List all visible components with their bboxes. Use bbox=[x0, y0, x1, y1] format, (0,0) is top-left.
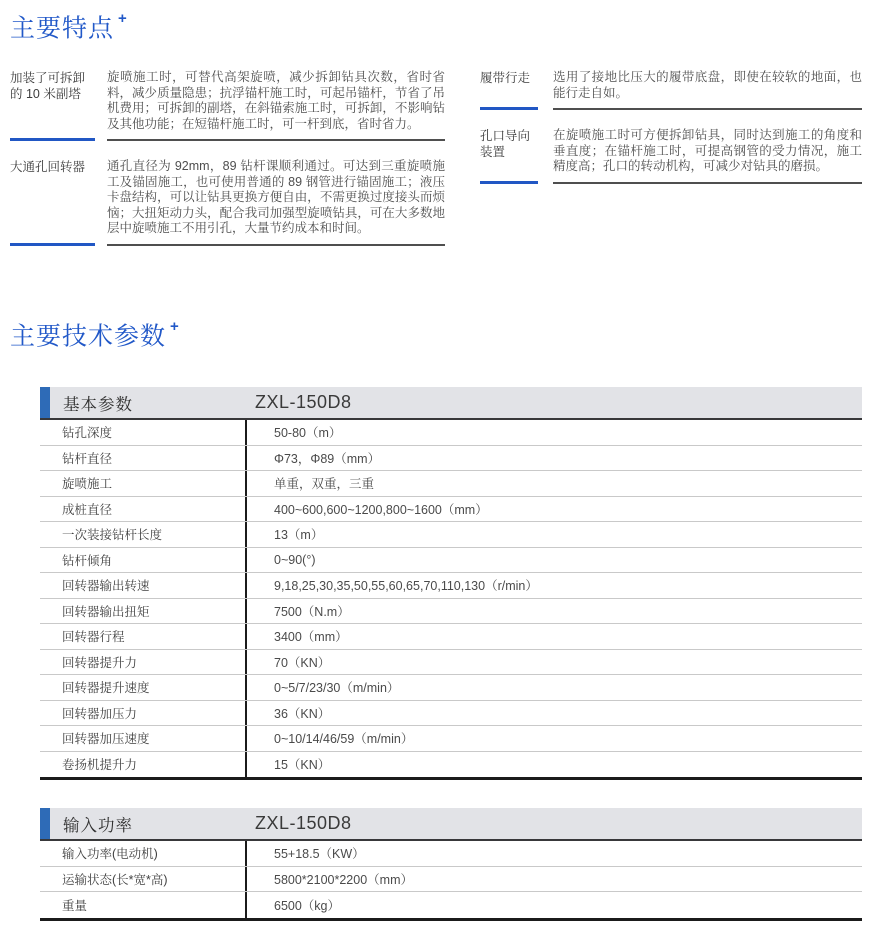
spec-row-value: 15（KN） bbox=[245, 752, 862, 778]
feature-term: 加装了可拆卸的 10 米副塔 bbox=[10, 70, 95, 141]
specs-section bbox=[10, 314, 862, 921]
spec-row-value: 9,18,25,30,35,50,55,60,65,70,110,130（r/min） bbox=[245, 573, 862, 598]
feature-desc: 旋喷施工时，可替代高架旋喷，减少拆卸钻具次数，省时省料，减少质量隐患；抗浮锚杆施工时，可起吊锚杆，节省了吊机费用；可拆卸的副塔，在斜锚索施工时，可拆卸，不影响钻及其他功能；在短锚杆施工时，可一杆到底，省时省力。 bbox=[107, 70, 445, 141]
spec-row-label: 回转器输出扭矩 bbox=[62, 604, 150, 619]
spec-row bbox=[40, 573, 862, 599]
spec-row-value: 13（m） bbox=[245, 522, 862, 547]
spec-row-value: 70（KN） bbox=[245, 650, 862, 675]
spec-row-value: 单重，双重，三重 bbox=[245, 471, 862, 496]
features-section bbox=[10, 6, 862, 264]
spec-row bbox=[40, 548, 862, 574]
spec-table-model: ZXL-150D8 bbox=[255, 392, 352, 413]
spec-row bbox=[40, 675, 862, 701]
spec-table-body bbox=[40, 420, 862, 780]
spec-row-label: 旋喷施工 bbox=[62, 477, 113, 492]
feature-term: 孔口导向装置 bbox=[480, 128, 538, 184]
spec-row-label: 成桩直径 bbox=[62, 502, 113, 517]
spec-row-value: 55+18.5（KW） bbox=[245, 841, 862, 866]
feature-term: 履带行走 bbox=[480, 70, 538, 110]
features-column-right bbox=[480, 70, 862, 264]
spec-table-model: ZXL-150D8 bbox=[255, 813, 352, 834]
features-column-left bbox=[10, 70, 445, 264]
feature-term: 大通孔回转器 bbox=[10, 159, 95, 246]
spec-row-label: 回转器加压速度 bbox=[62, 732, 150, 747]
spec-row-value: 7500（N.m） bbox=[245, 599, 862, 624]
feature-item bbox=[480, 128, 862, 184]
spec-row-label: 回转器提升力 bbox=[62, 655, 138, 670]
features-title bbox=[10, 6, 862, 45]
spec-row-value: Φ73，Φ89（mm） bbox=[245, 446, 862, 471]
spec-table-header bbox=[40, 808, 862, 841]
spec-row bbox=[40, 892, 862, 918]
spec-table bbox=[40, 387, 862, 780]
feature-item bbox=[10, 159, 445, 246]
spec-row-label: 运输状态(长*宽*高) bbox=[62, 872, 168, 887]
feature-item bbox=[10, 70, 445, 141]
specs-title bbox=[10, 314, 862, 353]
spec-row bbox=[40, 624, 862, 650]
spec-row-label: 卷扬机提升力 bbox=[62, 758, 138, 773]
spec-row-value: 0~90(°) bbox=[245, 548, 862, 573]
spec-table-header bbox=[40, 387, 862, 420]
feature-desc: 通孔直径为 92mm，89 钻杆课顺利通过。可达到三重旋喷施工及锚固施工，也可使用普通的 89 钢管进行锚固施工；液压卡盘结构，可以让钻具更换方便自由，不需更换过度接头而烦恼；大扭矩动力头，配合我司加强型旋喷钻具，可在大多数地层中旋喷施工不用引孔，大量节约成本和时间。 bbox=[107, 159, 445, 246]
spec-table-body bbox=[40, 841, 862, 921]
spec-row-value: 0~5/7/23/30（m/min） bbox=[245, 675, 862, 700]
spec-row bbox=[40, 599, 862, 625]
spec-table-title: 基本参数 bbox=[63, 395, 133, 414]
feature-desc: 在旋喷施工时可方便拆卸钻具，同时达到施工的角度和垂直度；在锚杆施工时，可提高钢管的受力情况，施工精度高；孔口的转动机构，可减少对钻具的磨损。 bbox=[553, 128, 862, 184]
spec-row-label: 钻杆倾角 bbox=[62, 553, 113, 568]
spec-row bbox=[40, 726, 862, 752]
spec-row bbox=[40, 701, 862, 727]
spec-row bbox=[40, 752, 862, 778]
title-plus-icon: + bbox=[170, 317, 180, 335]
spec-row-value: 36（KN） bbox=[245, 701, 862, 726]
feature-item bbox=[480, 70, 862, 110]
spec-row bbox=[40, 497, 862, 523]
spec-row-label: 钻孔深度 bbox=[62, 426, 113, 441]
spec-row-value: 3400（mm） bbox=[245, 624, 862, 649]
spec-row-value: 5800*2100*2200（mm） bbox=[245, 867, 862, 892]
specs-title-text: 主要技术参数 bbox=[10, 322, 167, 351]
accent-bar bbox=[40, 808, 50, 839]
spec-row-label: 钻杆直径 bbox=[62, 451, 113, 466]
spec-row bbox=[40, 522, 862, 548]
features-title-text: 主要特点 bbox=[10, 14, 115, 43]
spec-row-value: 50-80（m） bbox=[245, 420, 862, 445]
feature-desc: 选用了接地比压大的履带底盘，即使在较软的地面，也能行走自如。 bbox=[553, 70, 862, 110]
spec-row-label: 回转器行程 bbox=[62, 630, 125, 645]
spec-row-value: 0~10/14/46/59（m/min） bbox=[245, 726, 862, 751]
spec-row bbox=[40, 446, 862, 472]
spec-row-label: 回转器提升速度 bbox=[62, 681, 150, 696]
spec-row-label: 回转器加压力 bbox=[62, 706, 138, 721]
spec-row bbox=[40, 650, 862, 676]
spec-tables bbox=[40, 387, 862, 921]
features-columns bbox=[10, 70, 862, 264]
spec-row-label: 一次装接钻杆长度 bbox=[62, 528, 163, 543]
spec-row bbox=[40, 471, 862, 497]
spec-row bbox=[40, 420, 862, 446]
spec-table-title: 输入功率 bbox=[63, 816, 133, 835]
spec-row bbox=[40, 841, 862, 867]
accent-bar bbox=[40, 387, 50, 418]
spec-row-label: 输入功率(电动机) bbox=[62, 847, 158, 862]
spec-table bbox=[40, 808, 862, 921]
spec-row-label: 回转器输出转速 bbox=[62, 579, 150, 594]
spec-row-value: 6500（kg） bbox=[245, 892, 862, 918]
spec-row bbox=[40, 867, 862, 893]
spec-row-label: 重量 bbox=[62, 898, 88, 913]
spec-row-value: 400~600,600~1200,800~1600（mm） bbox=[245, 497, 862, 522]
title-plus-icon: + bbox=[118, 10, 128, 27]
